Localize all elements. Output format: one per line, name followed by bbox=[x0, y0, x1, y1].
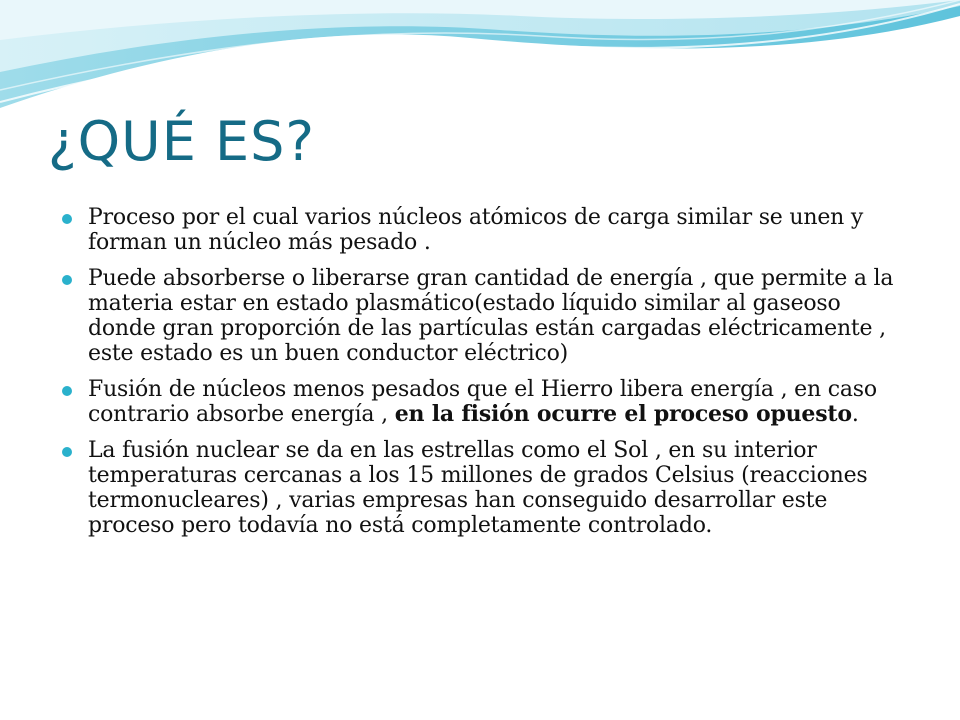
bullet-bold-text: en la fisión ocurre el proceso opuesto bbox=[394, 401, 852, 427]
bullet-text: Fusión de núcleos menos pesados que el Hierro libera energía , en caso contrario absorbe energía , bbox=[88, 377, 877, 427]
bullet-text: Puede absorberse o liberarse gran cantidad de energía , que permite a la materia estar en estado plasmático(estado líquido similar al gaseoso donde gran proporción de las partículas están cargadas eléctricamente , este estado es un buen conductor eléctrico) bbox=[88, 266, 894, 366]
bullet-text-end: . bbox=[851, 402, 859, 427]
bullet-text: La fusión nuclear se da en las estrellas como el Sol , en su interior temperaturas cercanas a los 15 millones de grados Celsius (reacciones termonucleares) , varias empresas han conseguido desarrollar este proceso pero todavía no está completamente controlado. bbox=[88, 438, 868, 538]
bullet-text: Proceso por el cual varios núcleos atómicos de carga similar se unen y forman un núcleo más pesado . bbox=[88, 205, 864, 255]
bullet-item bbox=[62, 438, 912, 538]
slide-title: ¿QUÉ ES? bbox=[48, 110, 316, 173]
bullet-item bbox=[62, 377, 912, 427]
bullet-dot-icon bbox=[62, 214, 72, 224]
bullet-item bbox=[62, 205, 912, 255]
bullet-dot-icon bbox=[62, 275, 72, 285]
bullet-list bbox=[62, 205, 912, 549]
bullet-dot-icon bbox=[62, 386, 72, 396]
decorative-wave-banner bbox=[0, 0, 960, 120]
bullet-dot-icon bbox=[62, 447, 72, 457]
bullet-item bbox=[62, 266, 912, 366]
